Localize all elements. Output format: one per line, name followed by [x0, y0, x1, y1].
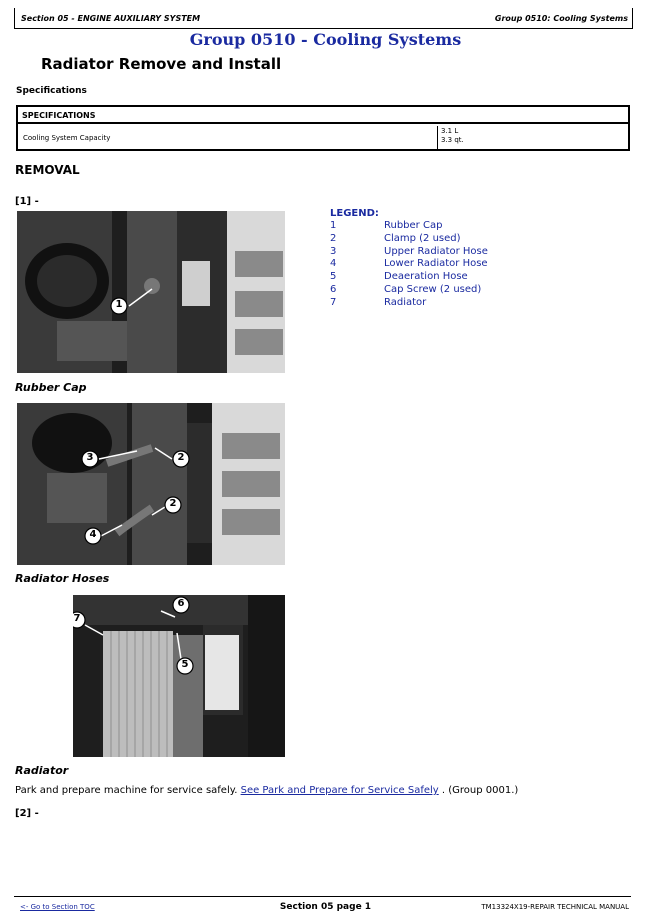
figure-radiator-photo	[73, 595, 285, 757]
legend-number: 3	[330, 245, 337, 257]
callout-2: 2	[177, 452, 185, 463]
legend-text: Rubber Cap	[384, 220, 443, 231]
figure-rubber-cap-photo	[17, 211, 285, 373]
figure-caption-radiator: Radiator	[15, 764, 69, 777]
figure-caption-radiator-hoses: Radiator Hoses	[15, 572, 110, 585]
group-label: Group 0510: Cooling Systems	[494, 14, 628, 23]
park-and-prepare-link[interactable]: See Park and Prepare for Service Safely	[240, 785, 439, 796]
legend-number: 5	[330, 271, 337, 283]
footer-manual-title: TM13324X19-REPAIR TECHNICAL MANUAL	[481, 903, 629, 911]
callout-4: 4	[89, 529, 97, 540]
specifications-table-header: SPECIFICATIONS	[18, 107, 628, 124]
legend-number: 1	[330, 220, 337, 231]
callout-3: 3	[86, 452, 94, 463]
page-header	[14, 8, 633, 29]
specifications-label: Specifications	[16, 86, 87, 96]
legend-item	[330, 232, 461, 246]
legend-item	[330, 220, 443, 233]
spec-value	[441, 127, 464, 145]
instruction-text: Park and prepare machine for service safely.	[15, 785, 241, 796]
legend-item	[330, 271, 468, 284]
removal-heading: REMOVAL	[15, 163, 80, 177]
legend-number: 4	[330, 258, 337, 270]
spec-item: Cooling System Capacity	[18, 126, 438, 149]
group-title: Group 0510 - Cooling Systems	[189, 30, 462, 49]
legend-number: 2	[330, 232, 337, 244]
instruction-group-ref: . (Group 0001.)	[438, 785, 519, 796]
figure-radiator-hoses-photo	[17, 403, 285, 565]
instruction-paragraph	[15, 785, 518, 796]
callout-6: 6	[177, 598, 185, 609]
legend-item	[330, 283, 482, 297]
legend-item	[330, 258, 488, 271]
spec-value-metric: 3.1 L	[441, 127, 459, 135]
legend-title: LEGEND:	[330, 208, 379, 219]
legend-text: Deaeration Hose	[384, 271, 468, 283]
legend-number: 6	[330, 283, 337, 295]
legend-text: Clamp (2 used)	[384, 232, 461, 244]
legend	[330, 208, 488, 310]
legend-text: Upper Radiator Hose	[384, 245, 488, 257]
legend-number: 7	[330, 296, 337, 308]
legend-text: Lower Radiator Hose	[384, 258, 488, 270]
callout-7: 7	[73, 613, 81, 624]
callout-1: 1	[115, 299, 123, 310]
step-2-label: [2] -	[15, 808, 39, 819]
page-title: Radiator Remove and Install	[41, 55, 282, 73]
legend-text: Cap Screw (2 used)	[384, 283, 482, 295]
footer-page-number: Section 05 page 1	[279, 902, 372, 912]
legend-item	[330, 296, 427, 310]
spec-value-us: 3.3 qt.	[441, 136, 464, 144]
callout-5: 5	[181, 659, 189, 670]
legend-item	[330, 245, 488, 259]
callout-2: 2	[169, 498, 177, 509]
section-title: Section 05 - ENGINE AUXILIARY SYSTEM	[21, 14, 201, 23]
legend-text: Radiator	[384, 296, 427, 308]
step-1-label: [1] -	[15, 196, 39, 207]
specifications-table	[16, 105, 630, 151]
figure-caption-rubber-cap: Rubber Cap	[15, 381, 87, 394]
go-to-section-toc-link[interactable]: <- Go to Section TOC	[20, 903, 95, 911]
footer-divider	[14, 896, 631, 897]
